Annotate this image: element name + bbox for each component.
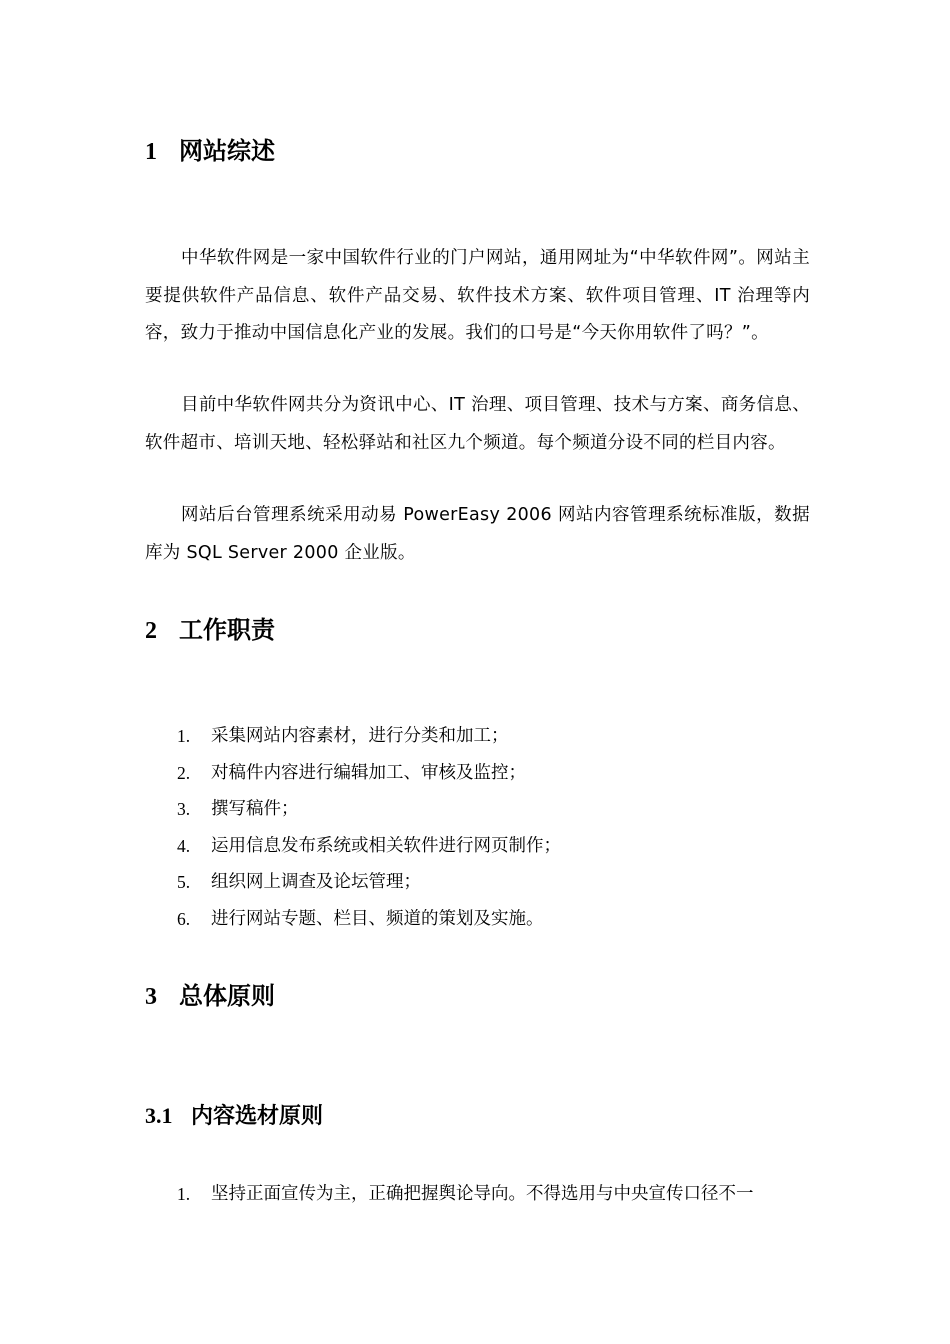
- section-title: 工作职责: [179, 616, 275, 644]
- list-item: [177, 718, 817, 755]
- list-item: [177, 791, 817, 828]
- section-heading-2: [145, 615, 275, 646]
- list-item: [177, 755, 817, 792]
- section-number: 2: [145, 618, 157, 644]
- list-text: 对稿件内容进行编辑加工、审核及监控；: [211, 762, 526, 783]
- duties-list: [177, 718, 817, 937]
- section-number: 3: [145, 984, 157, 1010]
- list-number: 1.: [177, 726, 191, 746]
- subsection-heading-3-1: [145, 1101, 323, 1132]
- list-text: 运用信息发布系统或相关软件进行网页制作；: [211, 835, 561, 856]
- list-text: 进行网站专题、栏目、频道的策划及实施。: [211, 908, 544, 929]
- list-text: 采集网站内容素材，进行分类和加工；: [211, 726, 509, 746]
- section-title: 网站综述: [179, 137, 275, 165]
- content-principles-list: [177, 1176, 817, 1213]
- section-number: 3.1: [145, 1103, 173, 1128]
- section-title: 总体原则: [179, 982, 275, 1010]
- list-number: 6.: [177, 908, 191, 929]
- list-item: [177, 828, 817, 865]
- overview-paragraph-3: 网站后台管理系统采用动易 PowerEasy 2006 网站内容管理系统标准版，数据库为 SQL Server 2000 企业版。: [145, 505, 810, 563]
- list-number: 5.: [177, 872, 191, 892]
- overview-paragraph-1: 中华软件网是一家中国软件行业的门户网站，通用网址为“中华软件网”。网站主要提供软件产品信息、软件产品交易、软件技术方案、软件项目管理、IT 治理等内容，致力于推动中国信息化产业的发展。我们的口号是“今天你用软件了吗？”。: [145, 248, 810, 343]
- list-text: 撰写稿件；: [211, 799, 299, 819]
- list-number: 3.: [177, 799, 191, 819]
- list-text: 组织网上调查及论坛管理；: [211, 872, 421, 892]
- list-number: 2.: [177, 762, 191, 783]
- list-item: [177, 1176, 817, 1213]
- section-number: 1: [145, 139, 157, 165]
- section-heading-1: [145, 136, 275, 167]
- list-number: 1.: [177, 1184, 191, 1204]
- list-item: [177, 864, 817, 901]
- section-title: 内容选材原则: [191, 1104, 324, 1129]
- list-item: [177, 901, 817, 938]
- section-heading-3: [145, 981, 275, 1012]
- list-text: 坚持正面宣传为主，正确把握舆论导向。不得选用与中央宣传口径不一: [211, 1184, 754, 1204]
- list-number: 4.: [177, 835, 191, 856]
- overview-paragraph-2: 目前中华软件网共分为资讯中心、IT 治理、项目管理、技术与方案、商务信息、软件超市、培训天地、轻松驿站和社区九个频道。每个频道分设不同的栏目内容。: [145, 395, 810, 453]
